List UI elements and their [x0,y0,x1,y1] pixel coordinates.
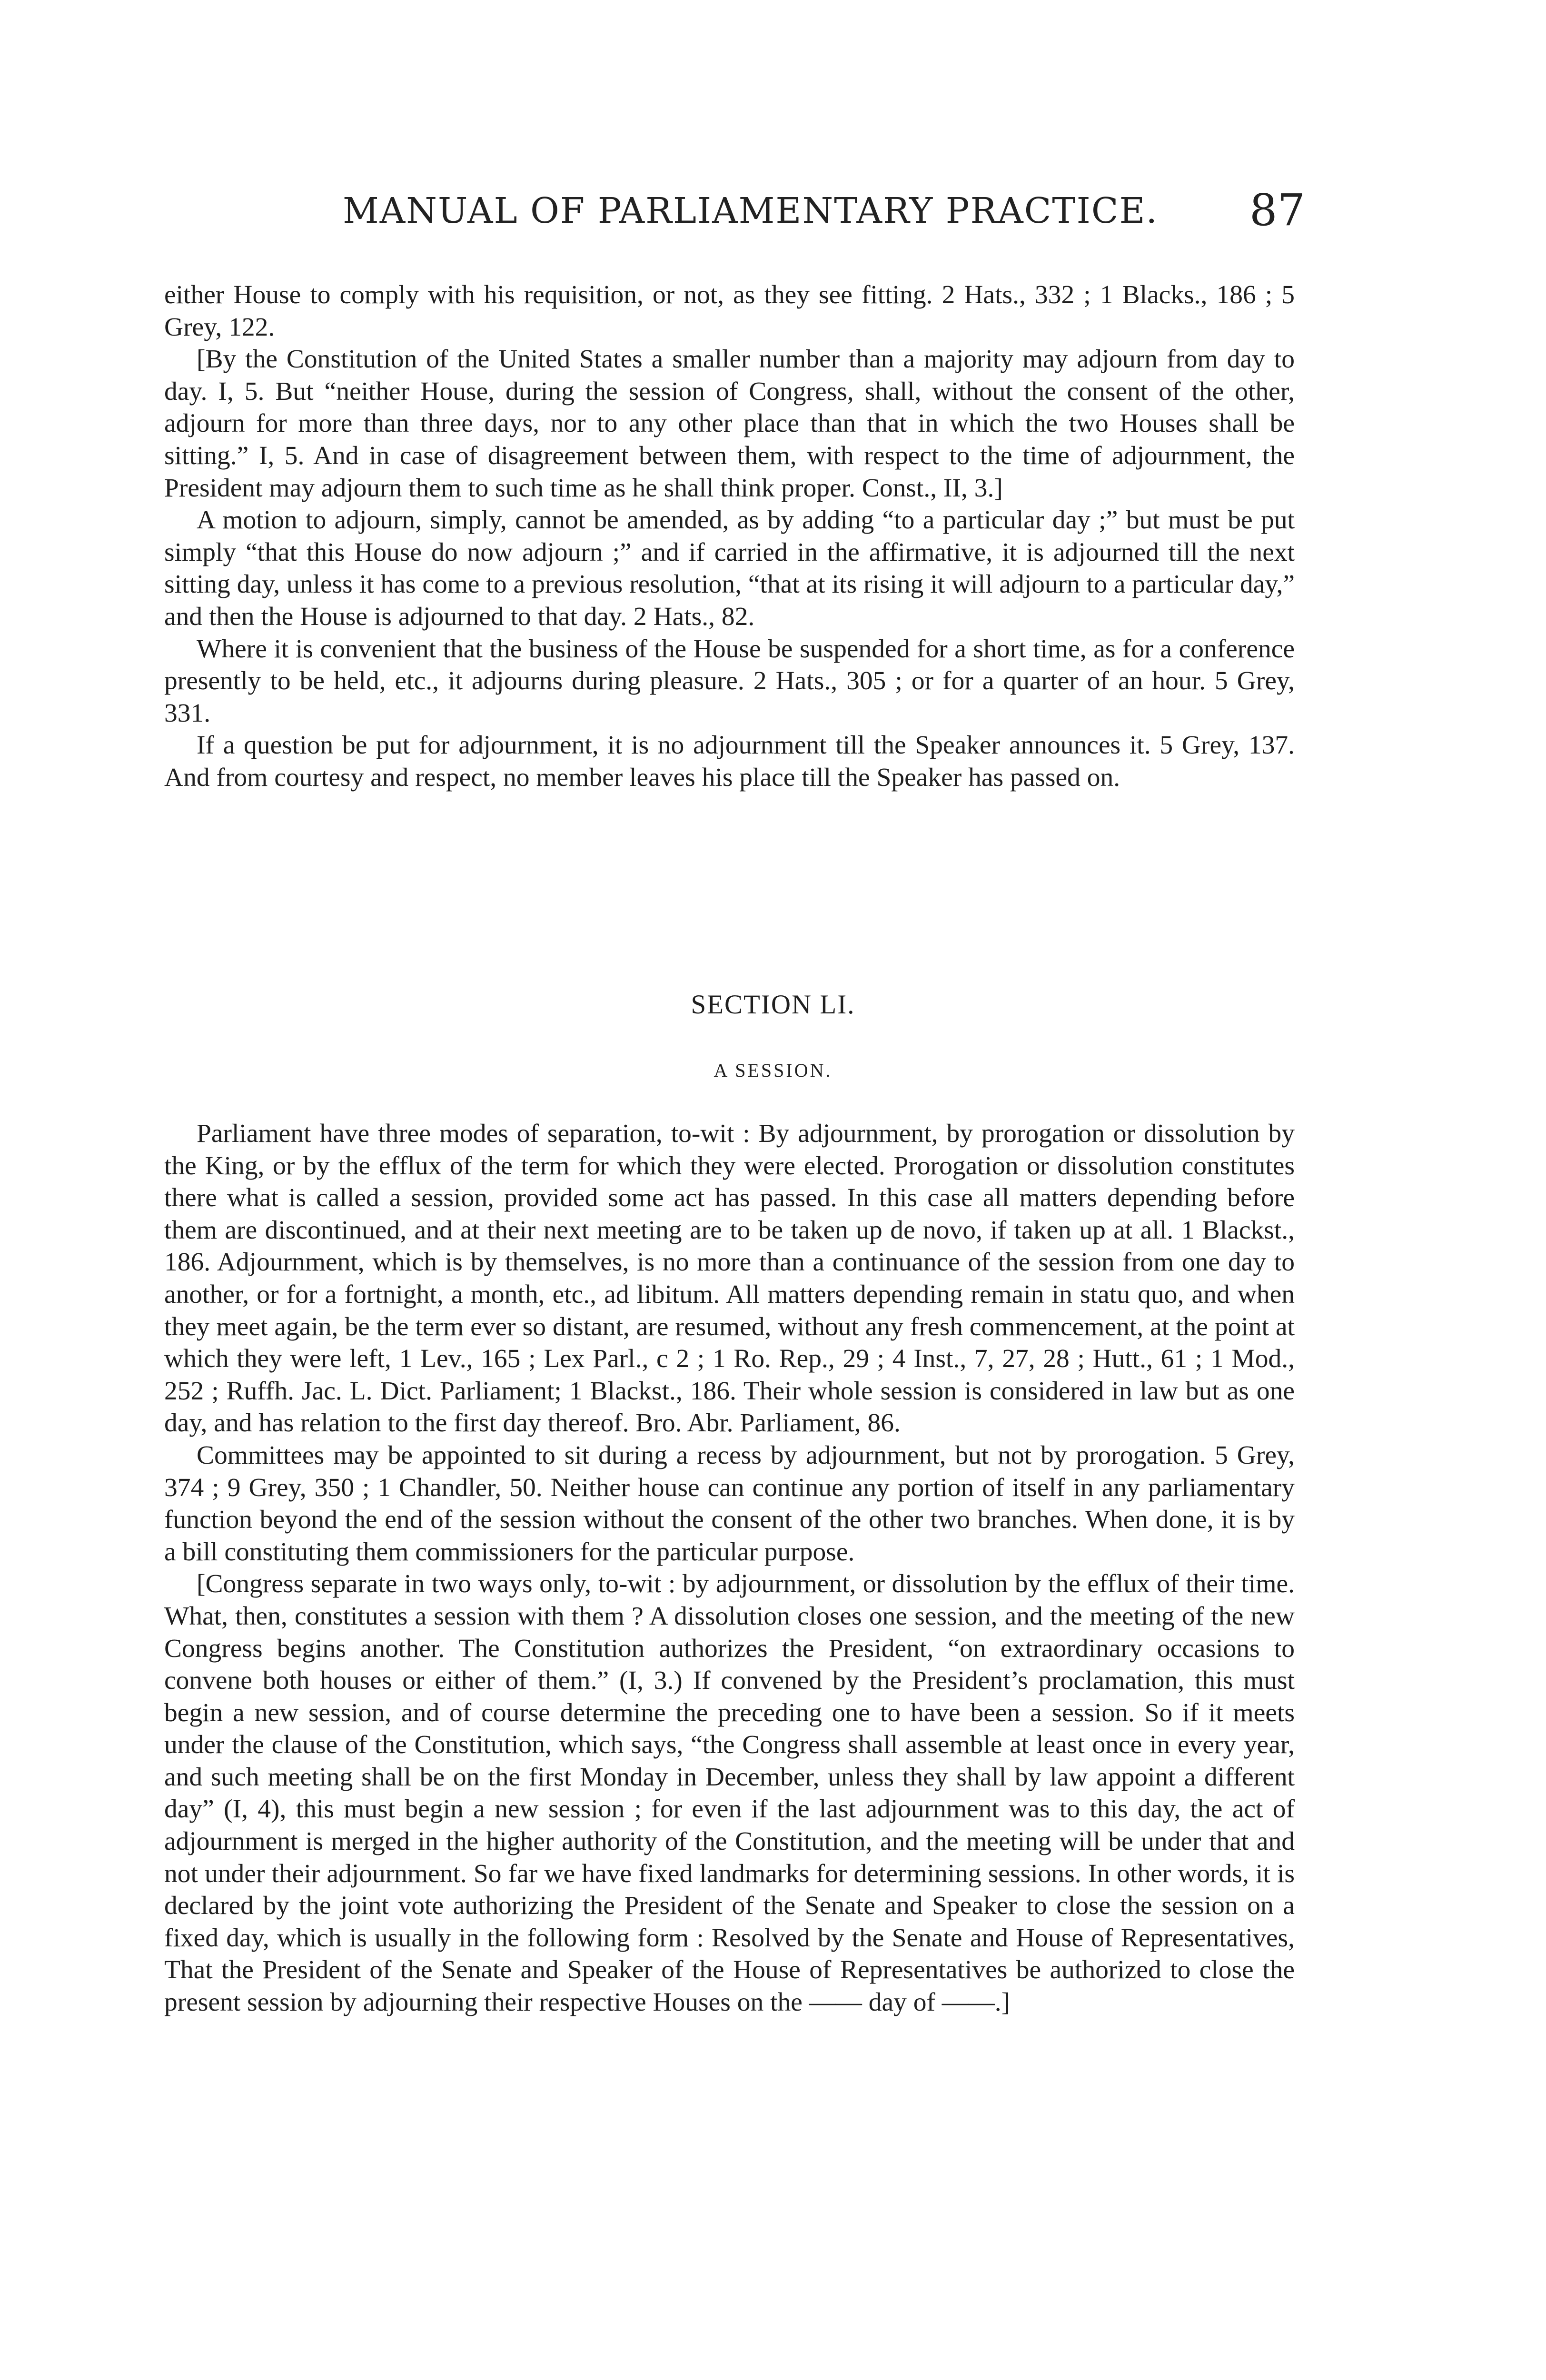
paragraph: either House to comply with his requisition, or not, as they see fitting. 2 Hats., 332 ; 1 Blacks., 186 ; 5 Grey, 122. [164,280,1295,342]
paragraph: [By the Constitution of the United States a smaller number than a majority may adjourn from day to day. I, 5. But “neither House, during the session of Congress, shall, without the consent of the other, adjourn for more than three days, nor to any other place than that in which the two Houses shall be sitting.” I, 5. And in case of disagreement between them, with respect to the time of adjournment, the President may adjourn them to such time as he shall think proper. Const., II, 3.] [164,345,1295,503]
paragraph: [Congress separate in two ways only, to-wit : by adjournment, or dissolution by the efflux of their time. What, then, constitutes a session with them ? A dissolution closes one session, and the meeting of the new Congress begins another. The Constitution authorizes the President, “on extraordinary occasions to convene both houses or either of them.” (I, 3.) If convened by the President’s proclamation, this must begin a new session, and of course determine the preceding one to have been a session. So if it meets under the clause of the Constitution, which says, “the Congress shall assemble at least once in every year, and such meeting shall be on the first Monday in December, unless they shall by law appoint a different day” (I, 4), this must begin a new session ; for even if the last adjournment was to this day, the act of adjournment is merged in the higher authority of the Constitution, and the meeting will be under that and not under their adjournment. So far we have fixed landmarks for determining sessions. In other words, it is declared by the joint vote authorizing the President of the Senate and Speaker to close the session on a fixed day, which is usually in the following form : Resolved by the Senate and House of Representatives, That the President of the Senate and Speaker of the House of Representatives be authorized to close the present session by adjourning their respective Houses on the —— day of ——.] [164,1569,1295,2017]
paragraph: A motion to adjourn, simply, cannot be amended, as by adding “to a particular day ;” but must be put simply “that this House do now adjourn ;” and if carried in the affirmative, it is adjourned till the next sitting day, unless it has come to a previous resolution, “that at its rising it will adjourn to a particular day,” and then the House is adjourned to that day. 2 Hats., 82. [164,506,1295,631]
text-block-top [164,279,1295,794]
paragraph: Parliament have three modes of separation, to-wit : By adjournment, by prorogation or dissolution by the King, or by the efflux of the term for which they were elected. Prorogation or dissolution constitutes there what is called a session, provided some act has passed. In this case all matters depending before them are discontinued, and at their next meeting are to be taken up de novo, if taken up at all. 1 Blackst., 186. Adjournment, which is by themselves, is no more than a continuance of the session from one day to another, or for a fortnight, a month, etc., ad libitum. All matters depending remain in statu quo, and when they meet again, be the term ever so distant, are resumed, without any fresh commencement, at the point at which they were left, 1 Lev., 165 ; Lex Parl., c 2 ; 1 Ro. Rep., 29 ; 4 Inst., 7, 27, 28 ; Hutt., 61 ; 1 Mod., 252 ; Ruffh. Jac. L. Dict. Parliament; 1 Blackst., 186. Their whole session is considered in law but as one day, and has relation to the first day thereof. Bro. Abr. Parliament, 86. [164,1119,1295,1438]
running-title: MANUAL OF PARLIAMENTARY PRACTICE. [343,190,1159,231]
paragraph: Where it is convenient that the business of the House be suspended for a short time, as for a conference presently to be held, etc., it adjourns during pleasure. 2 Hats., 305 ; or for a quarter of an hour. 5 Grey, 331. [164,634,1295,728]
section-heading: SECTION LI. [691,990,855,1020]
text-block-bottom [164,1118,1295,2019]
section-subheading: A SESSION. [714,1060,832,1081]
paragraph: Committees may be appointed to sit during a recess by adjournment, but not by prorogation. 5 Grey, 374 ; 9 Grey, 350 ; 1 Chandler, 50. Neither house can continue any portion of itself in any parliamentary function beyond the end of the session without the consent of the other two branches. When done, it is by a bill constituting them commissioners for the particular purpose. [164,1440,1295,1567]
paragraph: If a question be put for adjournment, it is no adjournment till the Speaker announces it. 5 Grey, 137. And from courtesy and respect, no member leaves his place till the Speaker has passed on. [164,731,1295,792]
page-number: 87 [1249,185,1306,236]
